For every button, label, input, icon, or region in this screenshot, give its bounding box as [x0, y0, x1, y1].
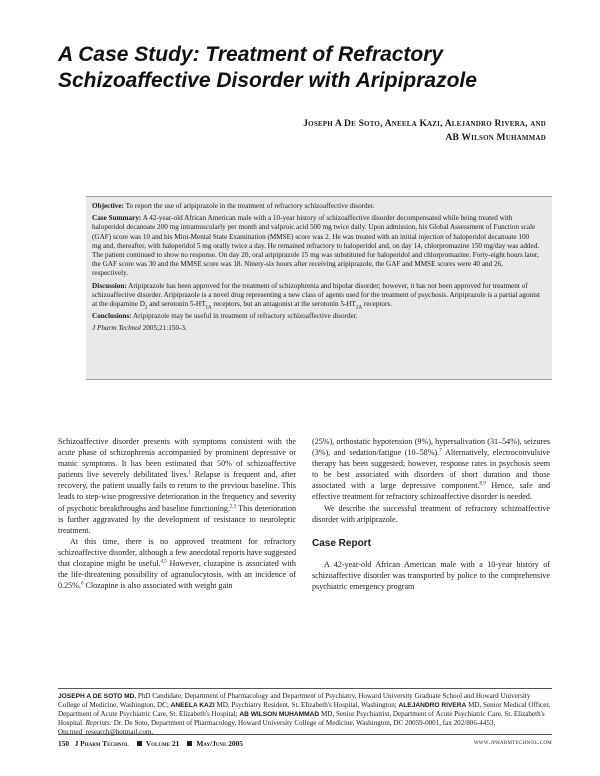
text: (25%), orthostatic hypotension (9%), hypersalivation (31–54%), seizures (3%), and sedation/fatigue (10–58%). — [312, 437, 550, 458]
author-name: ALEJANDRO RIVERA — [398, 702, 467, 710]
author-name: JOSEPH A DE SOTO MD — [58, 693, 135, 700]
title-line-1: A Case Study: Treatment of Refractory — [58, 43, 444, 66]
objective-label: Objective: — [92, 202, 124, 210]
paragraph — [312, 436, 550, 503]
authors-line-2: AB Wilson Muhammad — [445, 133, 546, 143]
text: At this time, there is no approved treatment for refractory schizoaffective disorder, although a few anecdotal reports have suggested that clozapine might be useful. — [58, 536, 296, 569]
paragraph — [58, 536, 296, 591]
conclusions-label: Conclusions: — [92, 312, 132, 321]
body-column-left — [58, 436, 296, 591]
discussion-text: and serotonin 5-HT — [147, 300, 206, 309]
text: Schizoaffective disorder presents with symptoms consistent with the acute phase of schizophrenia accompanied by prominent depressive or manic symptoms. It has been estimated that 50% of schizoaffective patients live severely debilitated lives. — [58, 437, 296, 480]
text: This deterioration is further aggravated by the development of resistance to neuroleptic treatment. — [58, 503, 296, 535]
reprints-label: Reprints: — [85, 719, 112, 728]
citation-details: 2005;21:150-3. — [140, 324, 187, 333]
reference: 4,5 — [160, 559, 167, 565]
issue: May/June 2005 — [196, 739, 243, 748]
page-footer — [58, 734, 552, 748]
affiliation-text: MD, Senior Medical Officer, Department of Acute Psychiatric Care, St. Elizabeth's Hospital; — [58, 701, 551, 719]
objective-text: To report the use of aripiprazole in the treatment of refractory schizoaffective disorder. — [125, 202, 375, 210]
discussion-text: Aripiprazole has been approved for the treatment of schizophrenia and bipolar disorder; however, it has not been approved for treatment of schizoaffective disorder. Aripiprazole is a novel drug representing a new class of agents used for the treatment of psychosis. Aripiprazole is a partial agonist at the dopamine D — [92, 281, 540, 309]
abstract-citation — [92, 324, 540, 333]
abstract-box — [86, 196, 552, 380]
journal-name: J Pharm Technol — [74, 739, 129, 748]
square-bullet-icon — [187, 741, 192, 746]
reference: 6 — [80, 581, 84, 587]
subscript: 1A — [205, 305, 212, 311]
paragraph: A 42-year-old African American male with a 10-year history of schizoaffective disorder was transported by police to the comprehensive psychiatric emergency program — [312, 559, 550, 592]
title-line-2: Schizoaffective Disorder with Aripiprazole — [58, 69, 477, 92]
paragraph — [58, 436, 296, 536]
text: Alternatively, electroconvulsive therapy has been suggested; however, response rates in psychosis seem to be best associated with disorders of short duration and those associated with a large depressive component. — [312, 448, 550, 491]
journal-url[interactable]: www.jpharmtechnol.com — [473, 739, 552, 746]
footer-left — [58, 739, 247, 748]
case-summary-label: Case Summary: — [92, 214, 142, 223]
affiliation-text: , PhD Candidate, Department of Pharmacology and Department of Psychiatry, Howard University Graduate School and Howard University College of Medicine, Washington, DC; — [58, 692, 531, 710]
citation-journal: J Pharm Technol — [92, 324, 141, 333]
page-number: 150 — [58, 739, 70, 748]
discussion-label: Discussion: — [92, 281, 127, 290]
reprints-text: Dr. De Soto, Department of Pharmacology, Howard University College of Medicine, Washington, DC 20059-0001, fax 202/806-4453, Oncmed_research@hotmail.com. — [58, 719, 496, 737]
reference: 8,9 — [479, 481, 486, 487]
volume: Volume 21 — [145, 739, 180, 748]
text: Clozapine is also associated with weight gain — [83, 581, 233, 591]
article-title — [58, 42, 558, 94]
conclusions-text: Aripiprazole may be useful in treatment of refractory schizoaffective disorder. — [132, 312, 358, 321]
section-heading: Case Report — [312, 537, 371, 549]
author-name: AB WILSON MUHAMMAD — [239, 711, 320, 719]
text: Relapse is frequent and, after recovery, the patient usually fails to return to the previous baseline. This leads to step-wise progressive deterioration in the frequency and severity of psychotic breakthroughs and baseline functioning. — [58, 470, 296, 513]
discussion-text: receptors. — [362, 300, 392, 309]
author-name: ANEELA KAZI — [170, 702, 215, 710]
reference: 7 — [439, 448, 442, 454]
abstract-objective — [92, 202, 540, 211]
reference: 1 — [188, 470, 192, 476]
subscript: 2A — [355, 305, 363, 311]
reference: 2,3 — [230, 503, 237, 509]
authors-line-1: Joseph A De Soto, Aneela Kazi, Alejandro Rivera, and — [303, 119, 546, 129]
abstract-discussion — [92, 282, 540, 310]
abstract-conclusions — [92, 312, 540, 321]
body-column-right — [312, 436, 550, 592]
square-bullet-icon — [137, 741, 142, 746]
text: Hence, safe and effective treatment for refractory schizoaffective disorder is needed. — [312, 481, 550, 502]
subscript: 2 — [144, 305, 148, 311]
discussion-text: receptors, but an antagonist at the serotonin 5-HT — [211, 300, 356, 309]
text: However, clozapine is associated with the life-threatening possibility of agranulocytosis, with an incidence of 0.25%. — [58, 559, 296, 591]
author-affiliations — [58, 688, 552, 737]
affiliation-text: MD, Senior Psychiatrist, Department of Acute Psychiatric Care, St. Elizabeth's Hospital. — [58, 710, 545, 728]
author-list — [126, 117, 546, 145]
affiliation-text: MD, Psychiatry Resident, St. Elizabeth's Hospital, Washington; — [214, 701, 399, 710]
case-summary-text: A 42-year-old African American male with a 10-year history of schizoaffective disorder decompensated while being treated with haloperidol decanoate 200 mg intramuscularly per month and valproic acid 500 mg twice daily. Upon admission, his Global Assessment of Function scale (GAF) score was 10 and his Mini-Mental State Examination (MMSE) score was 2. He was treated with an initial injection of haloperidol decanoate 100 mg and, thereafter, with haloperidol 5 mg orally twice a day. He remained refractory to haloperidol and, on day 14, chlorpromazine 150 mg/day was added. The patient continued to show no response. On day 20, oral aripiprazole 15 mg was substituted for haloperidol and chlorpromazine. Forty-eight hours later, the GAF score was 30 and the MMSE score was 18. Ninety-six hours after receiving aripiprazole, the GAF and MMSE scores were 40 and 26, respectively. — [92, 214, 540, 278]
paragraph: We describe the successful treatment of refractory schizoaffective disorder with aripiprazole. — [312, 503, 550, 524]
abstract-case-summary — [92, 214, 540, 278]
